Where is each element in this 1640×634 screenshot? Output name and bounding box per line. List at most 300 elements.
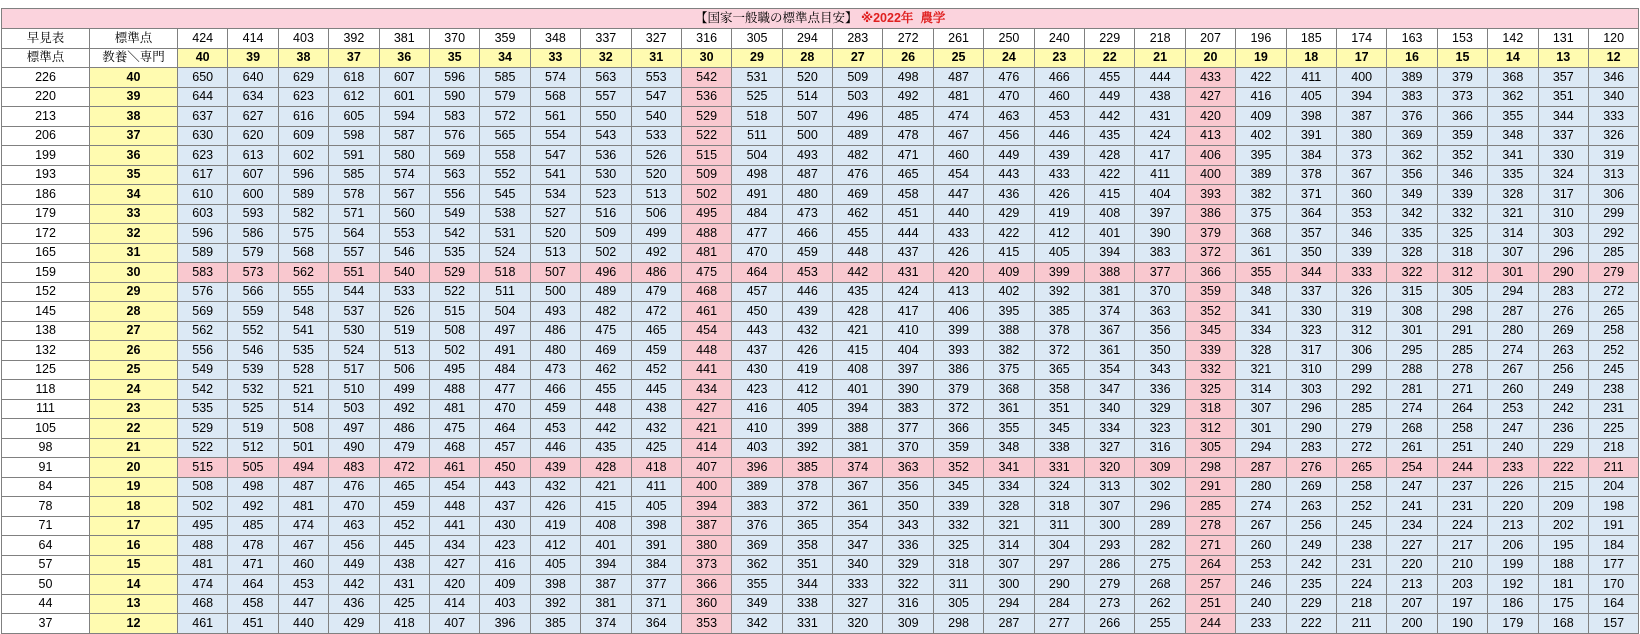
table-cell: 321 <box>1488 204 1538 224</box>
row-std-value: 206 <box>2 126 90 146</box>
table-cell: 260 <box>1488 380 1538 400</box>
table-cell: 464 <box>480 419 530 439</box>
table-row <box>2 282 1639 302</box>
table-cell: 548 <box>278 302 328 322</box>
table-cell: 218 <box>1336 594 1386 614</box>
table-cell: 582 <box>278 204 328 224</box>
table-cell: 575 <box>278 224 328 244</box>
table-cell: 535 <box>429 243 479 263</box>
row-score-value: 27 <box>90 321 178 341</box>
table-cell: 294 <box>1236 438 1286 458</box>
table-cell: 470 <box>480 399 530 419</box>
table-cell: 513 <box>530 243 580 263</box>
table-cell: 442 <box>1085 107 1135 127</box>
table-cell: 350 <box>1286 243 1336 263</box>
table-cell: 422 <box>1236 68 1286 88</box>
table-cell: 475 <box>681 263 731 283</box>
table-cell: 458 <box>228 594 278 614</box>
table-cell: 470 <box>984 87 1034 107</box>
table-cell: 237 <box>1437 477 1487 497</box>
row-std-value: 165 <box>2 243 90 263</box>
table-cell: 416 <box>480 555 530 575</box>
column-score-value: 31 <box>631 48 681 68</box>
table-cell: 463 <box>329 516 379 536</box>
table-cell: 345 <box>1034 419 1084 439</box>
table-cell: 481 <box>681 243 731 263</box>
table-cell: 356 <box>883 477 933 497</box>
table-cell: 459 <box>379 497 429 517</box>
table-cell: 318 <box>1034 497 1084 517</box>
table-cell: 426 <box>933 243 983 263</box>
table-row <box>2 477 1639 497</box>
table-cell: 500 <box>530 282 580 302</box>
column-score-value: 20 <box>1185 48 1235 68</box>
table-cell: 354 <box>1085 360 1135 380</box>
table-cell: 455 <box>833 224 883 244</box>
table-cell: 536 <box>681 87 731 107</box>
table-cell: 593 <box>228 204 278 224</box>
row-score-value: 12 <box>90 614 178 634</box>
table-cell: 429 <box>984 204 1034 224</box>
table-cell: 338 <box>1034 438 1084 458</box>
table-cell: 213 <box>1488 516 1538 536</box>
column-score-value: 15 <box>1437 48 1487 68</box>
table-cell: 574 <box>530 68 580 88</box>
table-cell: 324 <box>1034 477 1084 497</box>
table-row <box>2 107 1639 127</box>
table-cell: 261 <box>1387 438 1437 458</box>
table-cell: 445 <box>631 380 681 400</box>
table-cell: 475 <box>429 419 479 439</box>
table-cell: 229 <box>1286 594 1336 614</box>
table-cell: 364 <box>1286 204 1336 224</box>
table-cell: 553 <box>379 224 429 244</box>
row-std-value: 44 <box>2 594 90 614</box>
table-cell: 553 <box>631 68 681 88</box>
table-cell: 323 <box>1286 321 1336 341</box>
table-cell: 362 <box>1387 146 1437 166</box>
table-cell: 399 <box>782 419 832 439</box>
table-cell: 521 <box>278 380 328 400</box>
table-cell: 343 <box>883 516 933 536</box>
table-cell: 332 <box>1437 204 1487 224</box>
table-cell: 327 <box>1085 438 1135 458</box>
table-cell: 263 <box>1286 497 1336 517</box>
column-score-value: 27 <box>833 48 883 68</box>
table-cell: 408 <box>833 360 883 380</box>
table-cell: 373 <box>1437 87 1487 107</box>
table-cell: 361 <box>1085 341 1135 361</box>
table-cell: 585 <box>329 165 379 185</box>
table-cell: 321 <box>984 516 1034 536</box>
table-cell: 524 <box>329 341 379 361</box>
table-cell: 258 <box>1437 419 1487 439</box>
table-cell: 361 <box>1236 243 1286 263</box>
column-score-value: 13 <box>1538 48 1588 68</box>
table-cell: 586 <box>228 224 278 244</box>
table-cell: 279 <box>1336 419 1386 439</box>
table-cell: 466 <box>782 224 832 244</box>
table-cell: 263 <box>1538 341 1588 361</box>
table-cell: 616 <box>278 107 328 127</box>
table-cell: 391 <box>631 536 681 556</box>
table-row <box>2 87 1639 107</box>
table-cell: 536 <box>581 146 631 166</box>
table-cell: 309 <box>883 614 933 634</box>
table-cell: 424 <box>883 282 933 302</box>
table-cell: 204 <box>1588 477 1638 497</box>
table-cell: 224 <box>1336 575 1386 595</box>
table-cell: 546 <box>379 243 429 263</box>
column-std-value: 261 <box>933 29 983 49</box>
table-cell: 461 <box>429 458 479 478</box>
table-cell: 496 <box>581 263 631 283</box>
table-cell: 547 <box>631 87 681 107</box>
table-cell: 376 <box>732 516 782 536</box>
table-cell: 378 <box>782 477 832 497</box>
table-cell: 462 <box>581 360 631 380</box>
table-cell: 446 <box>782 282 832 302</box>
row-std-value: 50 <box>2 575 90 595</box>
table-cell: 598 <box>329 126 379 146</box>
table-cell: 442 <box>581 419 631 439</box>
table-cell: 301 <box>1236 419 1286 439</box>
table-cell: 317 <box>1538 185 1588 205</box>
table-cell: 561 <box>530 107 580 127</box>
table-cell: 574 <box>379 165 429 185</box>
table-cell: 459 <box>782 243 832 263</box>
table-cell: 280 <box>1488 321 1538 341</box>
table-cell: 288 <box>1387 360 1437 380</box>
header-row-std <box>2 29 1639 49</box>
table-cell: 290 <box>1034 575 1084 595</box>
table-cell: 448 <box>681 341 731 361</box>
table-cell: 650 <box>178 68 228 88</box>
table-cell: 313 <box>1588 165 1638 185</box>
table-cell: 446 <box>1034 126 1084 146</box>
table-cell: 452 <box>631 360 681 380</box>
table-cell: 294 <box>1488 282 1538 302</box>
table-cell: 473 <box>530 360 580 380</box>
table-cell: 596 <box>278 165 328 185</box>
column-score-value: 17 <box>1336 48 1386 68</box>
table-cell: 472 <box>379 458 429 478</box>
table-cell: 375 <box>1236 204 1286 224</box>
table-cell: 440 <box>933 204 983 224</box>
table-cell: 612 <box>329 87 379 107</box>
table-cell: 321 <box>1236 360 1286 380</box>
table-cell: 408 <box>1085 204 1135 224</box>
table-cell: 509 <box>581 224 631 244</box>
table-cell: 234 <box>1387 516 1437 536</box>
table-cell: 459 <box>530 399 580 419</box>
table-cell: 341 <box>1488 146 1538 166</box>
table-cell: 620 <box>228 126 278 146</box>
table-cell: 274 <box>1488 341 1538 361</box>
table-cell: 246 <box>1236 575 1286 595</box>
table-cell: 332 <box>933 516 983 536</box>
table-cell: 476 <box>329 477 379 497</box>
table-cell: 342 <box>732 614 782 634</box>
table-cell: 447 <box>933 185 983 205</box>
table-cell: 396 <box>732 458 782 478</box>
table-cell: 323 <box>1135 419 1185 439</box>
column-score-value: 39 <box>228 48 278 68</box>
table-cell: 503 <box>833 87 883 107</box>
table-cell: 414 <box>681 438 731 458</box>
table-cell: 431 <box>1135 107 1185 127</box>
table-cell: 550 <box>581 107 631 127</box>
table-cell: 378 <box>1034 321 1084 341</box>
table-cell: 374 <box>1085 302 1135 322</box>
table-cell: 460 <box>933 146 983 166</box>
table-cell: 164 <box>1588 594 1638 614</box>
table-cell: 411 <box>1286 68 1336 88</box>
table-cell: 545 <box>480 185 530 205</box>
table-cell: 244 <box>1185 614 1235 634</box>
title-subject: 農学 <box>920 11 946 25</box>
table-cell: 389 <box>732 477 782 497</box>
table-cell: 542 <box>681 68 731 88</box>
table-cell: 492 <box>228 497 278 517</box>
table-cell: 366 <box>1185 263 1235 283</box>
table-row <box>2 126 1639 146</box>
table-cell: 576 <box>178 282 228 302</box>
table-cell: 468 <box>429 438 479 458</box>
table-cell: 271 <box>1185 536 1235 556</box>
table-cell: 419 <box>530 516 580 536</box>
table-cell: 495 <box>178 516 228 536</box>
table-cell: 319 <box>1336 302 1386 322</box>
table-cell: 341 <box>1236 302 1286 322</box>
table-cell: 416 <box>1236 87 1286 107</box>
table-cell: 328 <box>1488 185 1538 205</box>
table-cell: 504 <box>480 302 530 322</box>
row-std-value: 118 <box>2 380 90 400</box>
table-cell: 524 <box>480 243 530 263</box>
table-cell: 461 <box>681 302 731 322</box>
table-cell: 511 <box>480 282 530 302</box>
table-cell: 384 <box>631 555 681 575</box>
table-cell: 355 <box>1488 107 1538 127</box>
table-cell: 278 <box>1185 516 1235 536</box>
table-cell: 382 <box>1236 185 1286 205</box>
table-cell: 367 <box>833 477 883 497</box>
table-cell: 509 <box>833 68 883 88</box>
table-cell: 451 <box>883 204 933 224</box>
column-std-value: 163 <box>1387 29 1437 49</box>
table-cell: 579 <box>480 87 530 107</box>
column-std-value: 153 <box>1437 29 1487 49</box>
table-cell: 371 <box>631 594 681 614</box>
table-cell: 426 <box>530 497 580 517</box>
table-cell: 464 <box>732 263 782 283</box>
table-cell: 568 <box>530 87 580 107</box>
table-cell: 427 <box>681 399 731 419</box>
table-cell: 328 <box>984 497 1034 517</box>
table-cell: 423 <box>480 536 530 556</box>
table-cell: 569 <box>429 146 479 166</box>
table-cell: 336 <box>1135 380 1185 400</box>
column-std-value: 424 <box>178 29 228 49</box>
table-cell: 481 <box>429 399 479 419</box>
table-cell: 568 <box>278 243 328 263</box>
table-cell: 264 <box>1437 399 1487 419</box>
table-cell: 406 <box>933 302 983 322</box>
table-cell: 540 <box>379 263 429 283</box>
table-cell: 519 <box>228 419 278 439</box>
table-cell: 444 <box>883 224 933 244</box>
table-cell: 438 <box>379 555 429 575</box>
row-std-value: 91 <box>2 458 90 478</box>
table-cell: 463 <box>984 107 1034 127</box>
table-cell: 507 <box>782 107 832 127</box>
table-cell: 233 <box>1488 458 1538 478</box>
table-cell: 504 <box>732 146 782 166</box>
table-cell: 326 <box>1336 282 1386 302</box>
table-cell: 552 <box>480 165 530 185</box>
table-cell: 267 <box>1236 516 1286 536</box>
table-cell: 345 <box>933 477 983 497</box>
row-std-value: 193 <box>2 165 90 185</box>
row-std-value: 145 <box>2 302 90 322</box>
table-cell: 296 <box>1538 243 1588 263</box>
table-cell: 495 <box>429 360 479 380</box>
table-cell: 520 <box>631 165 681 185</box>
table-cell: 481 <box>178 555 228 575</box>
table-cell: 314 <box>984 536 1034 556</box>
table-cell: 281 <box>1387 380 1437 400</box>
table-cell: 414 <box>429 594 479 614</box>
table-cell: 534 <box>530 185 580 205</box>
table-cell: 388 <box>1085 263 1135 283</box>
table-cell: 508 <box>178 477 228 497</box>
table-cell: 269 <box>1286 477 1336 497</box>
table-cell: 244 <box>1437 458 1487 478</box>
table-cell: 207 <box>1387 594 1437 614</box>
table-cell: 342 <box>1387 204 1437 224</box>
table-cell: 385 <box>530 614 580 634</box>
row-score-value: 23 <box>90 399 178 419</box>
table-cell: 618 <box>329 68 379 88</box>
table-cell: 316 <box>1135 438 1185 458</box>
table-cell: 391 <box>1286 126 1336 146</box>
table-cell: 192 <box>1488 575 1538 595</box>
table-cell: 468 <box>681 282 731 302</box>
table-cell: 336 <box>883 536 933 556</box>
table-cell: 444 <box>1135 68 1185 88</box>
row-std-value: 172 <box>2 224 90 244</box>
table-cell: 442 <box>329 575 379 595</box>
table-cell: 371 <box>1286 185 1336 205</box>
table-cell: 241 <box>1387 497 1437 517</box>
row-std-value: 220 <box>2 87 90 107</box>
table-cell: 266 <box>1085 614 1135 634</box>
table-cell: 370 <box>1135 282 1185 302</box>
table-row <box>2 399 1639 419</box>
table-cell: 446 <box>530 438 580 458</box>
table-cell: 333 <box>1588 107 1638 127</box>
table-cell: 601 <box>379 87 429 107</box>
table-cell: 439 <box>1034 146 1084 166</box>
table-cell: 465 <box>631 321 681 341</box>
title-main: 【国家一般職の標準点目安】 <box>694 11 858 25</box>
table-cell: 355 <box>1236 263 1286 283</box>
table-cell: 242 <box>1286 555 1336 575</box>
table-cell: 292 <box>1336 380 1386 400</box>
table-cell: 421 <box>833 321 883 341</box>
table-cell: 353 <box>681 614 731 634</box>
table-cell: 481 <box>933 87 983 107</box>
table-cell: 442 <box>833 263 883 283</box>
table-cell: 418 <box>631 458 681 478</box>
table-cell: 576 <box>429 126 479 146</box>
table-cell: 533 <box>379 282 429 302</box>
table-cell: 405 <box>782 399 832 419</box>
table-cell: 220 <box>1387 555 1437 575</box>
table-cell: 364 <box>631 614 681 634</box>
table-cell: 450 <box>480 458 530 478</box>
table-cell: 404 <box>883 341 933 361</box>
row-score-value: 34 <box>90 185 178 205</box>
table-cell: 184 <box>1588 536 1638 556</box>
table-cell: 253 <box>1236 555 1286 575</box>
table-row <box>2 458 1639 478</box>
table-cell: 394 <box>581 555 631 575</box>
table-cell: 222 <box>1286 614 1336 634</box>
table-cell: 301 <box>1488 263 1538 283</box>
table-cell: 495 <box>681 204 731 224</box>
column-score-value: 14 <box>1488 48 1538 68</box>
table-cell: 312 <box>1336 321 1386 341</box>
table-cell: 487 <box>782 165 832 185</box>
table-row <box>2 614 1639 634</box>
table-cell: 607 <box>379 68 429 88</box>
table-cell: 432 <box>530 477 580 497</box>
table-cell: 470 <box>732 243 782 263</box>
table-cell: 329 <box>1135 399 1185 419</box>
table-cell: 203 <box>1437 575 1487 595</box>
table-cell: 179 <box>1488 614 1538 634</box>
table-cell: 400 <box>681 477 731 497</box>
table-cell: 496 <box>833 107 883 127</box>
table-cell: 419 <box>782 360 832 380</box>
row-score-value: 21 <box>90 438 178 458</box>
table-cell: 544 <box>329 282 379 302</box>
table-cell: 300 <box>1085 516 1135 536</box>
column-score-value: 37 <box>329 48 379 68</box>
table-cell: 513 <box>631 185 681 205</box>
table-cell: 365 <box>782 516 832 536</box>
table-cell: 358 <box>1034 380 1084 400</box>
table-cell: 484 <box>732 204 782 224</box>
table-cell: 591 <box>329 146 379 166</box>
table-cell: 522 <box>429 282 479 302</box>
table-cell: 197 <box>1437 594 1487 614</box>
table-cell: 514 <box>278 399 328 419</box>
table-cell: 402 <box>1236 126 1286 146</box>
table-cell: 445 <box>379 536 429 556</box>
table-cell: 487 <box>278 477 328 497</box>
table-cell: 314 <box>1236 380 1286 400</box>
table-cell: 491 <box>732 185 782 205</box>
table-cell: 338 <box>782 594 832 614</box>
table-cell: 398 <box>530 575 580 595</box>
table-cell: 351 <box>1034 399 1084 419</box>
table-cell: 528 <box>278 360 328 380</box>
table-cell: 398 <box>1286 107 1336 127</box>
table-cell: 390 <box>1135 224 1185 244</box>
